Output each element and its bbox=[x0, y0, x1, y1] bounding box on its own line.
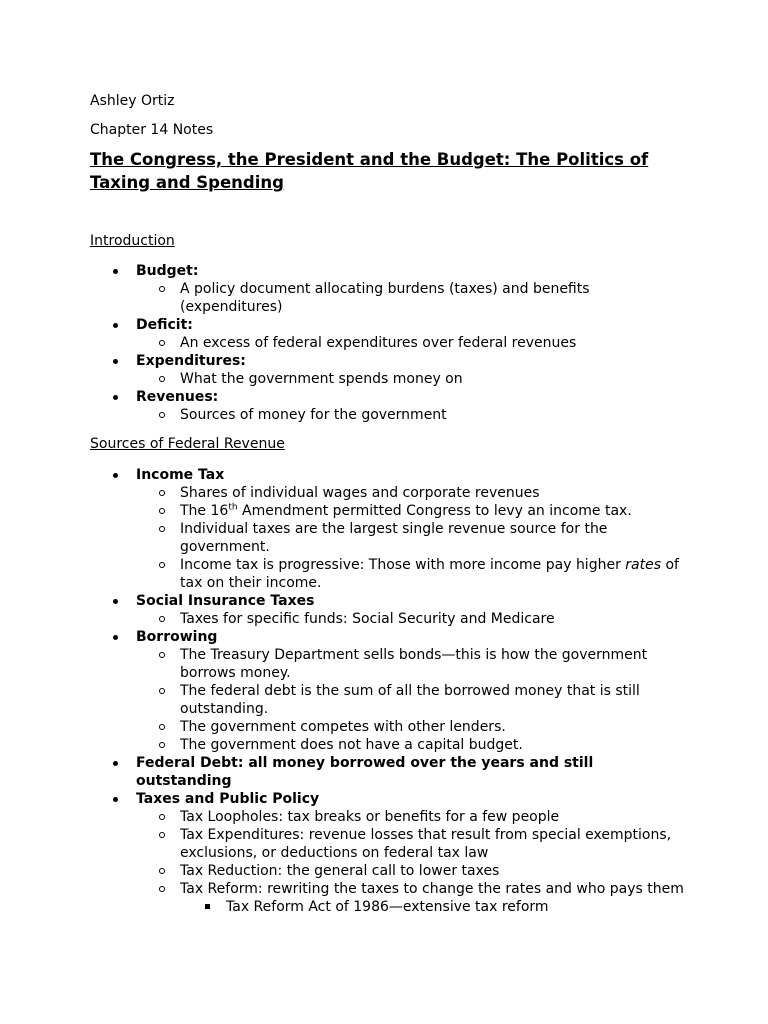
circle-bullet-icon bbox=[159, 688, 165, 694]
circle-bullet-icon bbox=[159, 376, 165, 382]
circle-bullet-icon bbox=[159, 886, 165, 892]
sub-item-text: Tax Reduction: the general call to lower taxes bbox=[180, 863, 500, 879]
sub-list-item bbox=[90, 334, 690, 352]
bullet-icon bbox=[113, 761, 118, 766]
sub-item-text: Taxes for specific funds: Social Security and Medicare bbox=[180, 611, 555, 627]
bullet-icon bbox=[113, 635, 118, 640]
emphasis-text: rates bbox=[625, 557, 662, 573]
term-label: Social Insurance Taxes bbox=[136, 593, 315, 609]
sub-item-text: The Treasury Department sells bonds—this is how the government borrows money. bbox=[180, 647, 648, 681]
circle-bullet-icon bbox=[159, 286, 165, 292]
sub-item-text: The federal debt is the sum of all the borrowed money that is still outstanding. bbox=[180, 683, 640, 717]
circle-bullet-icon bbox=[159, 526, 165, 532]
circle-bullet-icon bbox=[159, 742, 165, 748]
sub-list-item bbox=[90, 556, 690, 592]
term-label: Taxes and Public Policy bbox=[136, 791, 320, 807]
bullet-icon bbox=[113, 359, 118, 364]
circle-bullet-icon bbox=[159, 412, 165, 418]
term-label: Expenditures: bbox=[136, 353, 246, 369]
bullet-icon bbox=[113, 599, 118, 604]
sub-sub-item-text: Tax Reform Act of 1986—extensive tax reform bbox=[226, 899, 549, 915]
sub-list-item bbox=[90, 826, 690, 862]
document-page bbox=[90, 91, 690, 916]
circle-bullet-icon bbox=[159, 508, 165, 514]
circle-bullet-icon bbox=[159, 490, 165, 496]
sub-item-text-post: of tax on their income. bbox=[180, 557, 679, 591]
introduction-list bbox=[90, 262, 690, 424]
author-name: Ashley Ortiz bbox=[90, 93, 175, 109]
bullet-icon bbox=[113, 395, 118, 400]
sub-list-item bbox=[90, 862, 690, 880]
term-label: Revenues: bbox=[136, 389, 219, 405]
circle-bullet-icon bbox=[159, 724, 165, 730]
sub-item-text-post: Amendment permitted Congress to levy an income tax. bbox=[237, 503, 632, 519]
sub-list-item bbox=[90, 718, 690, 736]
section-heading-introduction: Introduction bbox=[90, 233, 175, 249]
sub-list-item bbox=[90, 808, 690, 826]
bullet-icon bbox=[113, 473, 118, 478]
list-item bbox=[90, 352, 690, 388]
square-bullet-icon bbox=[205, 904, 210, 909]
sub-list-item bbox=[90, 880, 690, 916]
circle-bullet-icon bbox=[159, 340, 165, 346]
sub-list-item bbox=[90, 280, 690, 316]
sub-list-item bbox=[90, 502, 690, 520]
circle-bullet-icon bbox=[159, 616, 165, 622]
sub-item-text: What the government spends money on bbox=[180, 371, 463, 387]
term-label: Income Tax bbox=[136, 467, 225, 483]
sub-item-text: A policy document allocating burdens (taxes) and benefits (expenditures) bbox=[180, 281, 590, 315]
sub-item-text: Tax Expenditures: revenue losses that result from special exemptions, exclusions, or deductions on federal tax law bbox=[180, 827, 672, 861]
list-item bbox=[90, 790, 690, 916]
circle-bullet-icon bbox=[159, 814, 165, 820]
list-item bbox=[90, 628, 690, 754]
sub-item-text: Tax Loopholes: tax breaks or benefits for a few people bbox=[180, 809, 560, 825]
list-item bbox=[90, 592, 690, 628]
list-item bbox=[90, 388, 690, 424]
list-item bbox=[90, 466, 690, 592]
sub-item-text: An excess of federal expenditures over federal revenues bbox=[180, 335, 577, 351]
sub-item-text-pre: The 16 bbox=[180, 503, 229, 519]
sub-list-item bbox=[90, 520, 690, 556]
term-label: Federal Debt: all money borrowed over the years and still outstanding bbox=[136, 755, 594, 789]
circle-bullet-icon bbox=[159, 562, 165, 568]
sub-list-item bbox=[90, 610, 690, 628]
bullet-icon bbox=[113, 797, 118, 802]
sub-list-item bbox=[90, 682, 690, 718]
sub-list-item bbox=[90, 484, 690, 502]
sub-item-text-pre: Income tax is progressive: Those with more income pay higher bbox=[180, 557, 626, 573]
term-label: Borrowing bbox=[136, 629, 218, 645]
sub-sub-list-item bbox=[90, 898, 690, 916]
list-item bbox=[90, 754, 690, 790]
sources-list bbox=[90, 466, 690, 916]
bullet-icon bbox=[113, 269, 118, 274]
sub-item-text: Shares of individual wages and corporate revenues bbox=[180, 485, 540, 501]
sub-list-item bbox=[90, 370, 690, 388]
circle-bullet-icon bbox=[159, 868, 165, 874]
circle-bullet-icon bbox=[159, 832, 165, 838]
sub-item-text: The government does not have a capital budget. bbox=[180, 737, 523, 753]
term-label: Budget: bbox=[136, 263, 199, 279]
sub-item-text: Individual taxes are the largest single revenue source for the government. bbox=[180, 521, 608, 555]
list-item bbox=[90, 316, 690, 352]
sub-list-item bbox=[90, 736, 690, 754]
section-heading-sources: Sources of Federal Revenue bbox=[90, 436, 285, 452]
term-label: Deficit: bbox=[136, 317, 193, 333]
circle-bullet-icon bbox=[159, 652, 165, 658]
sub-item-text: Tax Reform: rewriting the taxes to change the rates and who pays them bbox=[180, 881, 684, 897]
page-title: The Congress, the President and the Budget: The Politics of Taxing and Spending bbox=[90, 150, 649, 192]
list-item bbox=[90, 262, 690, 316]
sub-list-item bbox=[90, 406, 690, 424]
superscript: th bbox=[228, 502, 238, 513]
sub-item-text: The government competes with other lenders. bbox=[180, 719, 506, 735]
bullet-icon bbox=[113, 323, 118, 328]
sub-item-text: Sources of money for the government bbox=[180, 407, 447, 423]
chapter-label: Chapter 14 Notes bbox=[90, 122, 214, 138]
sub-list-item bbox=[90, 646, 690, 682]
